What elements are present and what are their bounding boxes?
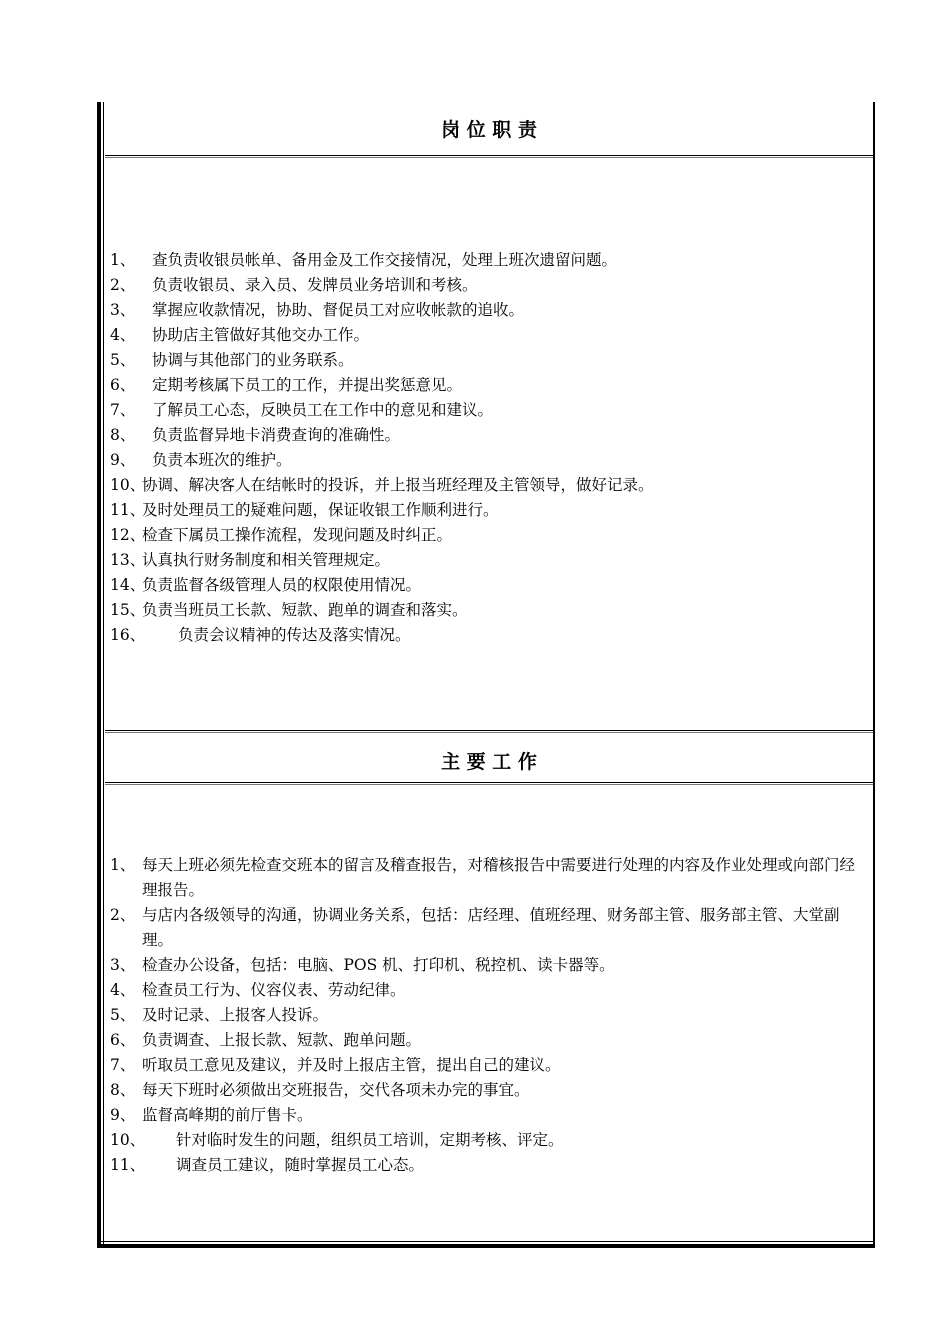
list-item-text: 针对临时发生的问题，组织员工培训，定期考核、评定。 [176,1131,564,1149]
list-item-number: 2、 [110,276,136,294]
list-item-number: 9、 [110,1106,136,1124]
list-item-text: 掌握应收款情况，协助、督促员工对应收帐款的追收。 [152,301,525,319]
list-item [110,498,865,523]
section-title-work [105,734,873,786]
list-item-number: 1、 [110,856,136,874]
list-item [110,273,865,298]
list-item-number: 4、 [110,326,136,344]
work-list [110,853,865,1178]
list-item-number: 1、 [110,251,136,269]
list-item [110,473,865,498]
list-item-number: 2、 [110,906,136,924]
list-item [110,853,865,903]
list-item-text: 负责会议精神的传达及落实情况。 [178,626,411,644]
list-item-text: 及时记录、上报客人投诉。 [142,1006,329,1024]
list-item-number: 7、 [110,1056,136,1074]
list-item-text: 查负责收银员帐单、备用金及工作交接情况，处理上班次遗留问题。 [152,251,618,269]
list-item-text: 每天上班必须先检查交班本的留言及稽查报告，对稽核报告中需要进行处理的内容及作业处理或向部门经理报告。 [142,856,856,899]
divider [105,782,873,785]
list-item-number: 16、 [110,626,146,644]
list-item-number: 12、 [110,526,146,544]
list-item [110,1128,865,1153]
list-item-number: 10、 [110,1131,146,1149]
list-item-number: 8、 [110,426,136,444]
list-item [110,523,865,548]
list-item-text: 每天下班时必须做出交班报告，交代各项未办完的事宜。 [142,1081,530,1099]
list-item-text: 检查办公设备，包括：电脑、POS 机、打印机、税控机、读卡器等。 [142,956,615,974]
list-item-number: 6、 [110,376,136,394]
list-item [110,598,865,623]
list-item-text: 定期考核属下员工的工作，并提出奖惩意见。 [152,376,463,394]
list-item-text: 调查员工建议，随时掌握员工心态。 [176,1156,425,1174]
list-item-text: 与店内各级领导的沟通，协调业务关系，包括：店经理、值班经理、财务部主管、服务部主管、大堂副理。 [142,906,840,949]
list-item-number: 3、 [110,301,136,319]
list-item-number: 15、 [110,601,146,619]
list-item [110,1028,865,1053]
divider [105,730,873,733]
list-item-number: 5、 [110,351,136,369]
list-item-text: 听取员工意见及建议，并及时上报店主管，提出自己的建议。 [142,1056,561,1074]
list-item-number: 13、 [110,551,146,569]
duties-list [110,248,865,648]
list-item-text: 负责本班次的维护。 [152,451,292,469]
list-item [110,1053,865,1078]
list-item-text: 协调、解决客人在结帐时的投诉，并上报当班经理及主管领导，做好记录。 [142,476,654,494]
list-item [110,573,865,598]
list-item [110,448,865,473]
section-title-duties [105,102,873,154]
list-item-number: 8、 [110,1081,136,1099]
list-item [110,548,865,573]
list-item [110,323,865,348]
list-item [110,1103,865,1128]
list-item-text: 协调与其他部门的业务联系。 [152,351,354,369]
list-item [110,1078,865,1103]
list-item-number: 5、 [110,1006,136,1024]
list-item [110,1003,865,1028]
list-item-text: 负责调查、上报长款、短款、跑单问题。 [142,1031,422,1049]
list-item-number: 4、 [110,981,136,999]
list-item-number: 3、 [110,956,136,974]
list-item-text: 监督高峰期的前厅售卡。 [142,1106,313,1124]
list-item-text: 检查员工行为、仪容仪表、劳动纪律。 [142,981,406,999]
list-item [110,348,865,373]
list-item-number: 10、 [110,476,146,494]
divider [105,155,873,158]
list-item [110,903,865,953]
section-title-duties-text: 岗 位 职 责 [441,118,537,141]
list-item [110,1153,865,1178]
list-item-text: 负责监督各级管理人员的权限使用情况。 [142,576,422,594]
list-item-number: 9、 [110,451,136,469]
list-item-number: 7、 [110,401,136,419]
list-item-text: 及时处理员工的疑难问题，保证收银工作顺利进行。 [142,501,499,519]
list-item-text: 负责当班员工长款、短款、跑单的调查和落实。 [142,601,468,619]
list-item-text: 了解员工心态，反映员工在工作中的意见和建议。 [152,401,494,419]
document-frame [97,102,875,1248]
list-item [110,298,865,323]
list-item-text: 检查下属员工操作流程，发现问题及时纠正。 [142,526,453,544]
list-item-text: 协助店主管做好其他交办工作。 [152,326,370,344]
list-item-number: 11、 [110,501,146,519]
list-item-number: 11、 [110,1156,146,1174]
list-item [110,953,865,978]
list-item-text: 负责收银员、录入员、发牌员业务培训和考核。 [152,276,478,294]
list-item-text: 认真执行财务制度和相关管理规定。 [142,551,391,569]
list-item [110,248,865,273]
list-item [110,623,865,648]
list-item-number: 14、 [110,576,146,594]
list-item [110,373,865,398]
list-item-text: 负责监督异地卡消费查询的准确性。 [152,426,401,444]
section-title-work-text: 主 要 工 作 [441,750,537,773]
list-item [110,398,865,423]
list-item-number: 6、 [110,1031,136,1049]
list-item [110,978,865,1003]
list-item [110,423,865,448]
